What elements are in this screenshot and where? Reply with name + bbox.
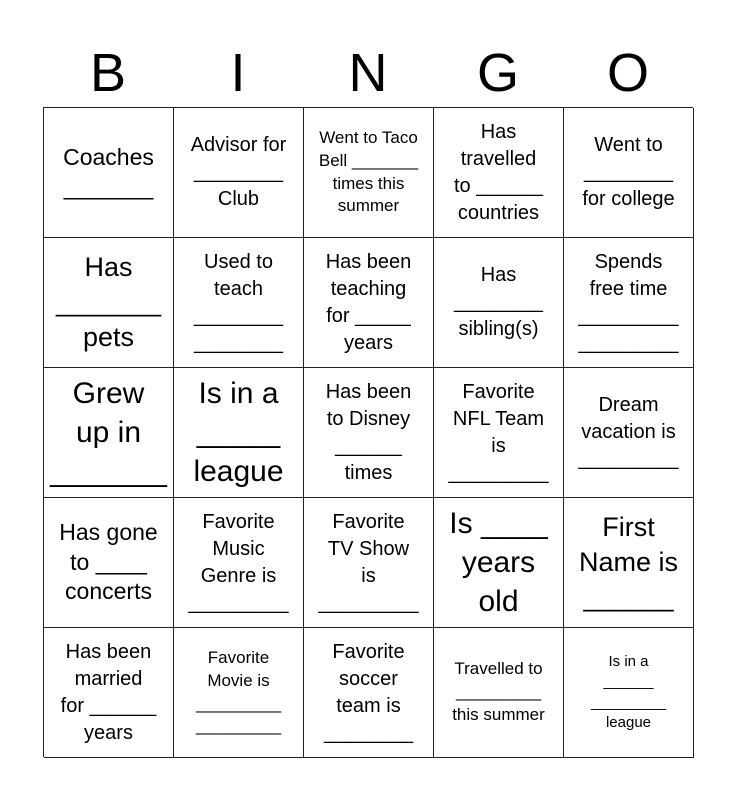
bingo-cell-r2-c5[interactable] [564,238,694,368]
header-letter-b: B [89,43,127,103]
cell-text: Travelled to _________ this summer [452,659,545,724]
bingo-cell-r1-c2[interactable] [174,108,304,238]
bingo-cell-r4-c5[interactable] [564,498,694,628]
bingo-cell-r2-c4[interactable] [434,238,564,368]
bingo-cell-r1-c3[interactable] [304,108,434,238]
bingo-cell-r3-c4[interactable] [434,368,564,498]
header-letter-i: I [230,43,246,103]
header-letter-o: O [606,43,649,103]
cell-text: Has _______ pets [55,251,162,353]
cell-text: Went to Taco Bell _______ times this summer [318,127,419,216]
cell-text: Favorite TV Show is _________ [318,510,419,614]
cell-text: Has been teaching for _____ years [325,250,412,354]
bingo-cell-r2-c1[interactable] [44,238,174,368]
bingo-cell-r1-c4[interactable] [434,108,564,238]
cell-text: Is in a ______ _________ league [590,653,667,731]
cell-text: Has been to Disney ______ times [325,380,412,484]
bingo-cell-r1-c1[interactable] [44,108,174,238]
bingo-cell-r4-c3[interactable] [304,498,434,628]
header-letter-n: N [348,43,388,103]
bingo-cell-r3-c5[interactable] [564,368,694,498]
bingo-cell-r3-c1[interactable] [44,368,174,498]
cell-text: First Name is ______ [578,511,679,613]
bingo-cell-r5-c2[interactable] [174,628,304,758]
cell-text: Is ____ years old [449,507,548,618]
cell-text: Has been married for ______ years [60,640,157,744]
bingo-cell-r5-c1[interactable] [44,628,174,758]
bingo-cell-r2-c2[interactable] [174,238,304,368]
bingo-header [43,38,693,108]
bingo-cell-r1-c5[interactable] [564,108,694,238]
cell-text: Spends free time _________ _________ [578,250,679,354]
cell-text: Has ________ sibling(s) [454,264,543,340]
cell-text: Went to ________ for college [582,134,675,210]
cell-text: Is in a _____ league [193,377,284,488]
cell-text: Favorite soccer team is ________ [324,640,413,744]
cell-text: Coaches _______ [63,143,154,200]
cell-text: Favorite Music Genre is _________ [188,510,289,614]
bingo-cell-r3-c3[interactable] [304,368,434,498]
bingo-cell-r5-c5[interactable] [564,628,694,758]
bingo-cell-r5-c3[interactable] [304,628,434,758]
bingo-cell-r2-c3[interactable] [304,238,434,368]
cell-text: Has gone to ____ concerts [59,518,158,605]
bingo-cell-r5-c4[interactable] [434,628,564,758]
cell-text: Used to teach ________ ________ [194,250,283,354]
cell-text: Advisor for ________ Club [190,134,287,210]
bingo-cell-r4-c1[interactable] [44,498,174,628]
bingo-cell-r4-c2[interactable] [174,498,304,628]
cell-text: Dream vacation is _________ [578,394,679,470]
header-letter-g: G [476,43,519,103]
bingo-cell-r4-c4[interactable] [434,498,564,628]
cell-text: Has travelled to ______ countries [454,120,543,224]
cell-text: Grew up in _______ [50,377,167,488]
bingo-board [43,107,693,757]
bingo-cell-r3-c2[interactable] [174,368,304,498]
cell-text: Favorite Movie is _________ _________ [195,647,282,736]
cell-text: Favorite NFL Team is _________ [448,380,549,484]
